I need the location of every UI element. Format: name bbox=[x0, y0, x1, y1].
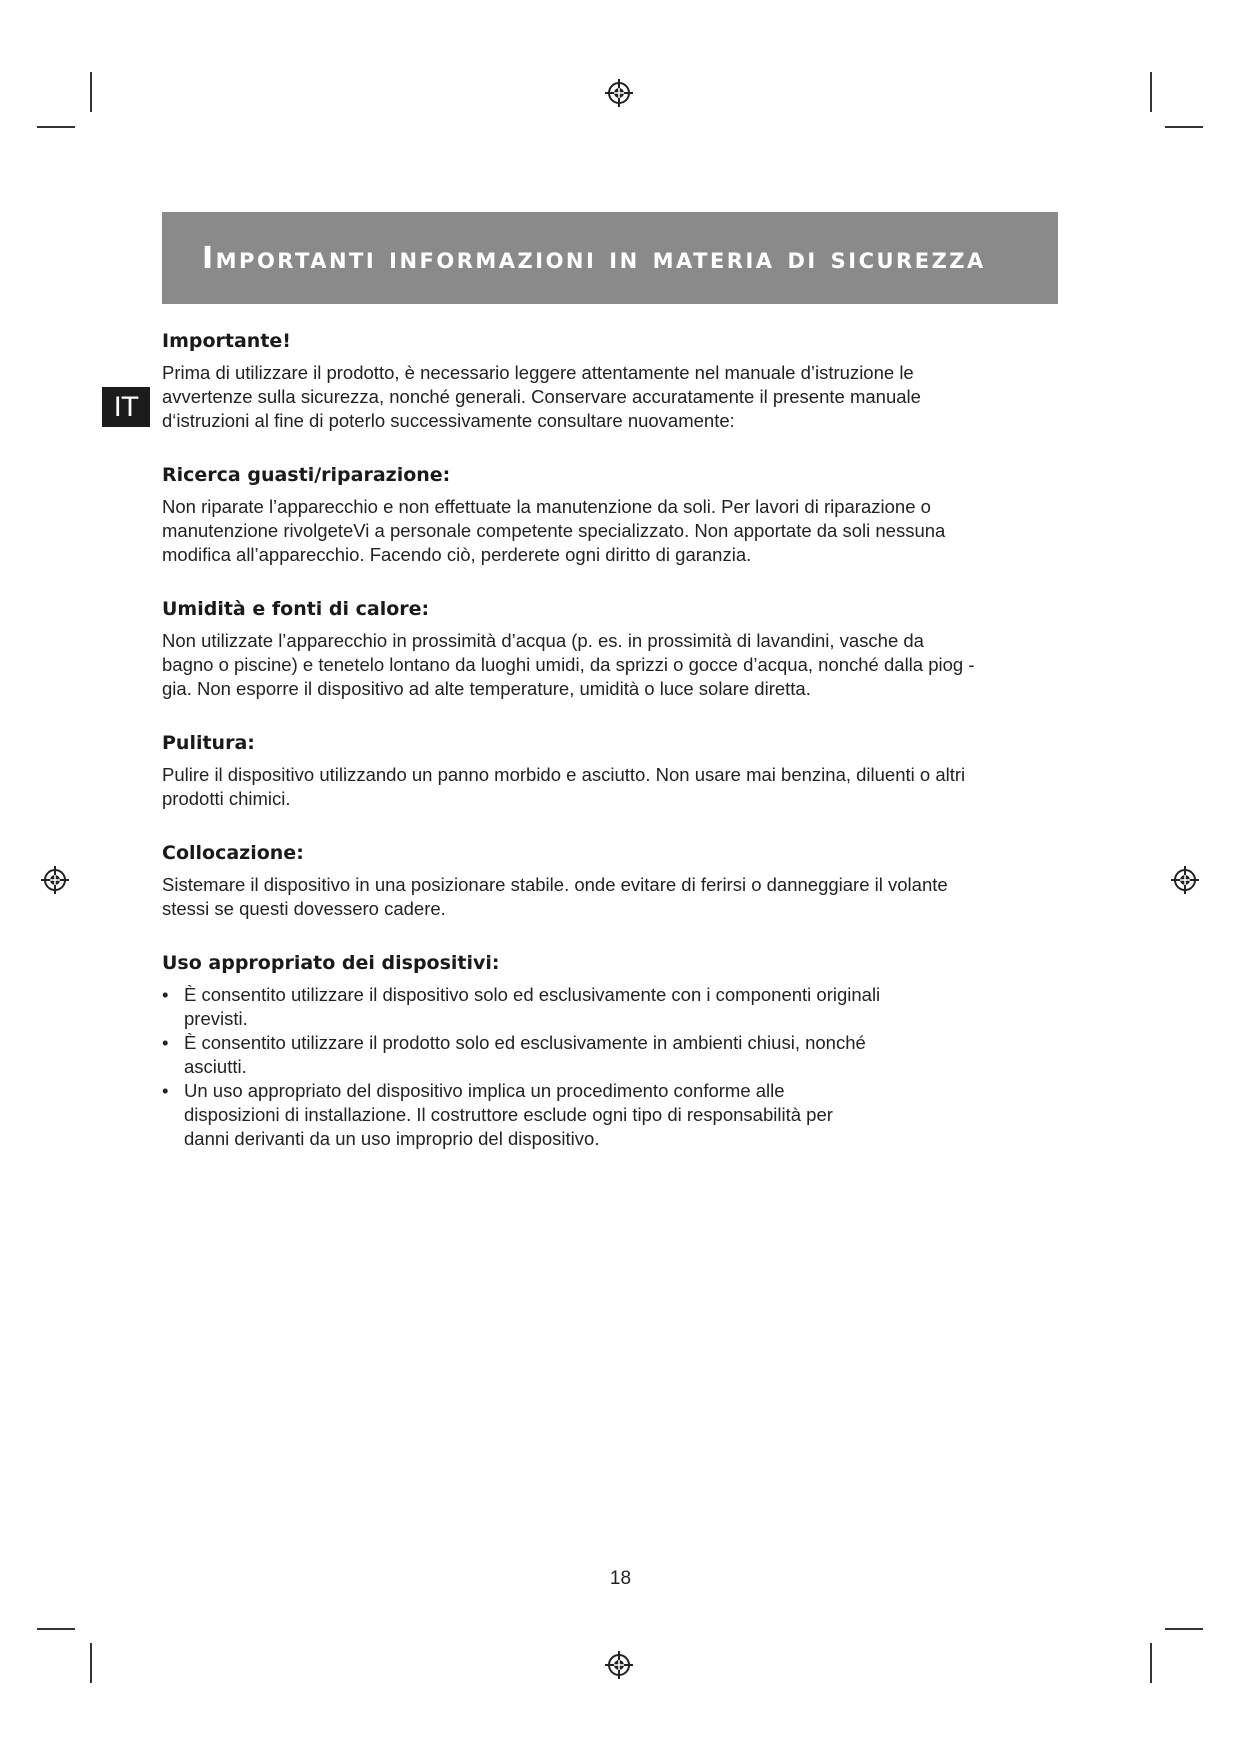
list-item-text: È consentito utilizzare il dispositivo solo ed esclusivamente con i componenti originali previsti. bbox=[184, 984, 881, 1029]
registration-mark-icon bbox=[40, 865, 70, 895]
section-ricerca-guasti bbox=[162, 464, 1062, 567]
section-body: Sistemare il dispositivo in una posizionare stabile. onde evitare di ferirsi o danneggiare il volante stessi se questi dovessero cadere. bbox=[162, 874, 948, 919]
section-umidita bbox=[162, 598, 1062, 701]
section-body: Non riparate l’apparecchio e non effettuate la manutenzione da soli. Per lavori di riparazione o manutenzione rivolgeteVi a personale competente specializzato. Non apportate da soli nessuna modifica all’apparecchio. Facendo ciò, perderete ogni diritto di garanzia. bbox=[162, 496, 946, 565]
bullet-icon: • bbox=[162, 1080, 169, 1101]
registration-mark-icon bbox=[1170, 865, 1200, 895]
page-title: Importanti informazioni in materia di sicurezza bbox=[202, 240, 986, 276]
list-item bbox=[162, 983, 882, 1031]
section-pulitura bbox=[162, 732, 1062, 811]
crop-mark-top-left-vertical bbox=[90, 72, 92, 112]
section-heading: Collocazione: bbox=[162, 842, 304, 864]
crop-mark-top-right-vertical bbox=[1150, 72, 1152, 112]
crop-mark-top-left-horizontal bbox=[37, 126, 75, 128]
bullet-list bbox=[162, 983, 882, 1151]
section-heading: Uso appropriato dei dispositivi: bbox=[162, 952, 500, 974]
section-body: Non utilizzate l’apparecchio in prossimità d’acqua (p. es. in prossimità di lavandini, vasche da bagno o piscine) e tenetelo lontano da luoghi umidi, da sprizzi o gocce d’acqua, nonché dalla piog - gia. Non esporre il dispositivo ad alte temperature, umidità o luce solare diretta. bbox=[162, 630, 975, 699]
page-number: 18 bbox=[609, 1568, 632, 1589]
list-item bbox=[162, 1079, 882, 1151]
section-collocazione bbox=[162, 842, 1062, 921]
list-item-text: Un uso appropriato del dispositivo implica un procedimento conforme alle disposizioni di installazione. Il costruttore esclude ogni tipo di responsabilità per danni derivanti da un uso improprio del dispositivo. bbox=[184, 1080, 833, 1149]
bullet-icon: • bbox=[162, 984, 169, 1005]
section-uso-appropriato bbox=[162, 952, 1062, 1151]
section-heading: Umidità e fonti di calore: bbox=[162, 598, 430, 620]
section-heading: Importante! bbox=[162, 330, 291, 352]
list-item-text: È consentito utilizzare il prodotto solo ed esclusivamente in ambienti chiusi, nonché asciutti. bbox=[184, 1032, 866, 1077]
section-body: Pulire il dispositivo utilizzando un panno morbido e asciutto. Non usare mai benzina, diluenti o altri prodotti chimici. bbox=[162, 764, 966, 809]
title-bar bbox=[162, 212, 1058, 304]
crop-mark-bottom-left-horizontal bbox=[37, 1628, 75, 1630]
registration-mark-icon bbox=[604, 78, 634, 108]
crop-mark-top-right-horizontal bbox=[1165, 126, 1203, 128]
section-importante bbox=[162, 330, 1062, 433]
crop-mark-bottom-right-vertical bbox=[1150, 1643, 1152, 1683]
bullet-icon: • bbox=[162, 1032, 169, 1053]
language-tab: IT bbox=[102, 387, 150, 427]
section-body: Prima di utilizzare il prodotto, è necessario leggere attentamente nel manuale d’istruzione le avvertenze sulla sicurezza, nonché generali. Conservare accuratamente il presente manuale d‘istruzioni al fine di poterlo successivamente consultare nuovamente: bbox=[162, 362, 921, 431]
crop-mark-bottom-left-vertical bbox=[90, 1643, 92, 1683]
registration-mark-icon bbox=[604, 1650, 634, 1680]
section-heading: Pulitura: bbox=[162, 732, 255, 754]
section-heading: Ricerca guasti/riparazione: bbox=[162, 464, 451, 486]
crop-mark-bottom-right-horizontal bbox=[1165, 1628, 1203, 1630]
safety-content bbox=[162, 330, 1062, 1182]
list-item bbox=[162, 1031, 882, 1079]
